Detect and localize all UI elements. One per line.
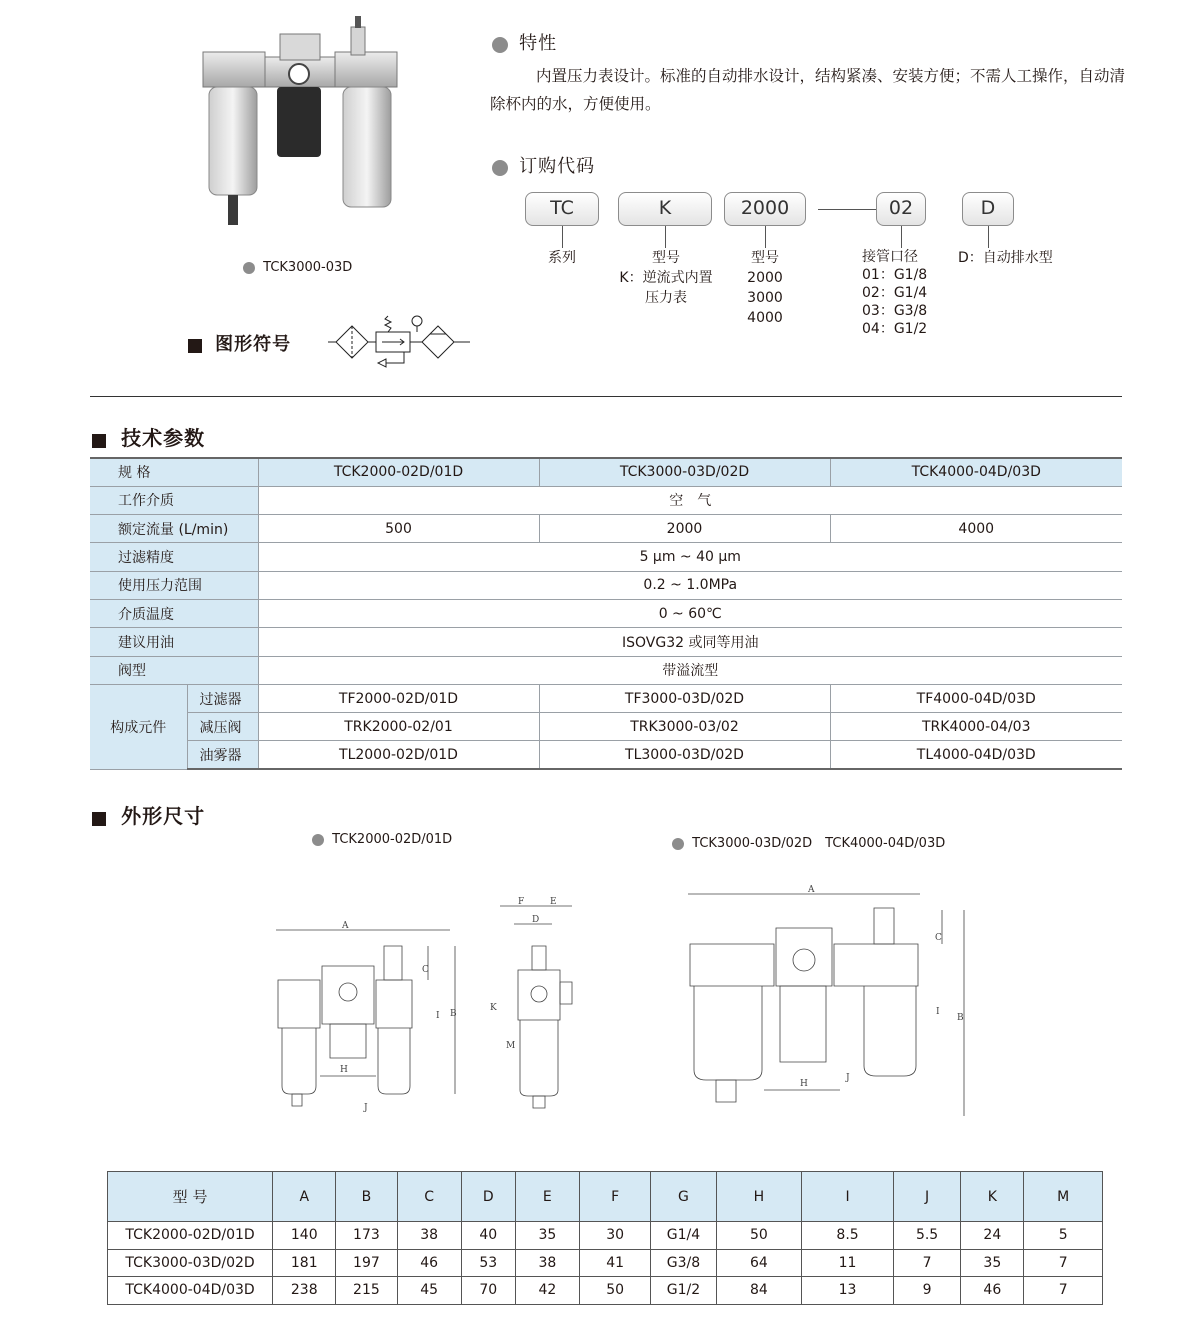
symbol-heading-row [188,330,291,356]
dimension-cell: 35 [961,1249,1024,1277]
dimension-cell: 84 [716,1277,802,1305]
spec-cell: TL3000-03D/02D [539,741,830,769]
header-cell: H [716,1172,802,1222]
table-row [90,515,1122,543]
spec-cell: 2000 [539,515,830,543]
table-row [90,741,1122,769]
code-dash [818,209,876,210]
dim-letter-i: I [436,1011,440,1021]
spec-cell: TF2000-02D/01D [258,684,539,712]
spec-cell: 5 μm ~ 40 μm [258,543,1122,571]
header-cell: D [461,1172,515,1222]
table-row [90,656,1122,684]
table-row [90,458,1122,486]
dimension-cell: 38 [397,1222,461,1250]
code-label-series: 系列 [548,250,576,266]
spec-cell: TCK2000-02D/01D [258,458,539,486]
dim-letter-h-large: H [800,1079,808,1089]
drawing-side-small [488,894,578,1118]
dim-letter-j: J [364,1103,368,1113]
spec-label: 额定流量 (L/min) [90,515,258,543]
dimension-cell: 46 [961,1277,1024,1305]
drawing-right-caption-row [672,832,945,851]
features-heading: 特性 [519,33,558,54]
dim-letter-m: M [506,1041,516,1051]
dimension-cell: 215 [336,1277,397,1305]
product-caption-row [243,260,352,275]
dimension-cell: 30 [579,1222,650,1250]
product-caption: TCK3000-03D [263,260,353,275]
frl-symbol-diagram [326,313,472,379]
connector-line [988,226,989,248]
dimension-cell: 197 [336,1249,397,1277]
dimension-cell: 50 [579,1277,650,1305]
connector-line [562,226,563,248]
spec-cell: 4000 [830,515,1122,543]
tech-spec-table [90,457,1122,770]
spec-cell: 带溢流型 [258,656,1122,684]
dimension-cell: 181 [273,1249,336,1277]
dim-letter-b-large: B [957,1013,964,1023]
code-label-drain: D：自动排水型 [958,250,1053,266]
spec-label: 使用压力范围 [90,571,258,599]
spec-cell: TRK3000-03/02 [539,713,830,741]
spec-cell: TF4000-04D/03D [830,684,1122,712]
table-row [90,684,1122,712]
dimension-cell: 64 [716,1249,802,1277]
dimension-cell: 50 [716,1222,802,1250]
dim-letter-d: D [532,915,540,925]
drawing-front-large [680,880,975,1124]
dim-letter-h: H [340,1065,348,1075]
product-photo [195,12,410,237]
dimension-cell: 7 [1024,1277,1103,1305]
code-box-size: 2000 [724,192,806,226]
spec-cell: 500 [258,515,539,543]
dimension-cell: 140 [273,1222,336,1250]
table-row [90,599,1122,627]
dimension-cell: 70 [461,1277,515,1305]
bullet-icon [243,262,255,274]
drawing-right-caption: TCK3000-03D/02D TCK4000-04D/03D [692,836,946,851]
header-cell: F [579,1172,650,1222]
spec-sublabel: 油雾器 [187,741,258,769]
table-row [90,713,1122,741]
drawing-left-caption-row [312,832,452,847]
spec-cell: TF3000-03D/02D [539,684,830,712]
header-cell: C [397,1172,461,1222]
dim-letter-b: B [450,1009,457,1019]
table-row [90,543,1122,571]
table-row [90,571,1122,599]
spec-cell: ISOVG32 或同等用油 [258,628,1122,656]
header-cell: G [651,1172,716,1222]
dimension-cell: 40 [461,1222,515,1250]
dimension-cell: G3/8 [651,1249,716,1277]
header-cell: A [273,1172,336,1222]
dimension-cell: 8.5 [802,1222,894,1250]
tech-heading: 技术参数 [121,426,206,450]
dimension-cell: 46 [397,1249,461,1277]
table-row [108,1222,1103,1250]
spec-label: 阀型 [90,656,258,684]
drawing-front-small [270,918,465,1122]
dimensions-heading-row [92,800,205,829]
bullet-icon [492,160,508,176]
table-header-row [108,1172,1103,1222]
dimension-cell: 5.5 [893,1222,960,1250]
dim-letter-k: K [490,1003,497,1013]
features-text: 内置压力表设计。标准的自动排水设计，结构紧凑、安装方便；不需人工操作，自动清除杯内的水，方便使用。 [490,67,1126,113]
square-bullet-icon [92,812,106,826]
ordering-heading: 订购代码 [519,156,596,177]
dim-letter-a-large: A [808,885,815,895]
dimension-cell: 24 [961,1222,1024,1250]
dimension-cell: 11 [802,1249,894,1277]
code-label-port: 接管口径 01：G1/8 02：G1/4 03：G3/8 04：G1/2 [862,249,928,337]
dimensions-table [107,1171,1103,1305]
connector-line [665,226,666,248]
spec-cell: TL2000-02D/01D [258,741,539,769]
header-cell: B [336,1172,397,1222]
spec-label: 构成元件 [90,684,187,769]
code-box-series: TC [525,192,599,226]
spec-label: 规 格 [90,458,258,486]
bullet-icon [312,834,324,846]
spec-label: 过滤精度 [90,543,258,571]
table-row [90,628,1122,656]
spec-cell: TRK2000-02/01 [258,713,539,741]
model-cell: TCK4000-04D/03D [108,1277,273,1305]
dimension-cell: 41 [579,1249,650,1277]
connector-line [901,226,902,248]
header-cell: I [802,1172,894,1222]
table-row [108,1277,1103,1305]
dim-letter-c-large: C [935,933,942,943]
dimension-cell: 9 [893,1277,960,1305]
dimension-cell: 5 [1024,1222,1103,1250]
model-cell: TCK2000-02D/01D [108,1222,273,1250]
dimension-cell: 42 [515,1277,579,1305]
table-row [90,486,1122,514]
dim-letter-a: A [342,921,349,931]
dimension-cell: G1/2 [651,1277,716,1305]
dimensions-heading: 外形尺寸 [121,804,206,828]
square-bullet-icon [188,339,202,353]
dimension-cell: G1/4 [651,1222,716,1250]
dimension-cell: 35 [515,1222,579,1250]
spec-label: 工作介质 [90,486,258,514]
code-box-port: 02 [876,192,926,226]
spec-sublabel: 过滤器 [187,684,258,712]
header-cell: J [893,1172,960,1222]
dim-letter-e: E [550,897,557,907]
dim-letter-c: C [422,965,429,975]
section-divider [90,396,1122,397]
dimension-cell: 13 [802,1277,894,1305]
spec-cell: TRK4000-04/03 [830,713,1122,741]
dim-letter-f: F [518,897,525,907]
spec-cell: 0 ~ 60℃ [258,599,1122,627]
header-cell: E [515,1172,579,1222]
dimension-cell: 173 [336,1222,397,1250]
table-row [108,1249,1103,1277]
dimension-cell: 38 [515,1249,579,1277]
spec-sublabel: 减压阀 [187,713,258,741]
bullet-icon [492,37,508,53]
header-cell: 型 号 [108,1172,273,1222]
code-box-drain: D [962,192,1014,226]
tech-heading-row [92,422,205,451]
drawing-left-caption: TCK2000-02D/01D [332,832,453,847]
dimension-cell: 7 [1024,1249,1103,1277]
ordering-heading-row [492,152,595,178]
code-label-type: 型号 K：逆流式内置 压力表 [619,250,713,306]
dim-letter-i-large: I [936,1007,940,1017]
spec-label: 建议用油 [90,628,258,656]
connector-line [765,226,766,248]
spec-cell: 0.2 ~ 1.0MPa [258,571,1122,599]
spec-cell: TCK4000-04D/03D [830,458,1122,486]
spec-cell: 空 气 [258,486,1122,514]
header-cell: K [961,1172,1024,1222]
features-heading-row [492,29,557,55]
code-label-size: 型号 2000 3000 4000 [747,250,783,326]
bullet-icon [672,838,684,850]
dimension-cell: 238 [273,1277,336,1305]
spec-label: 介质温度 [90,599,258,627]
dimension-cell: 45 [397,1277,461,1305]
dim-letter-j-large: J [846,1073,850,1083]
dimension-cell: 7 [893,1249,960,1277]
spec-cell: TL4000-04D/03D [830,741,1122,769]
header-cell: M [1024,1172,1103,1222]
code-box-type: K [618,192,712,226]
square-bullet-icon [92,434,106,448]
model-cell: TCK3000-03D/02D [108,1249,273,1277]
symbol-heading: 图形符号 [215,334,292,355]
dimension-cell: 53 [461,1249,515,1277]
spec-cell: TCK3000-03D/02D [539,458,830,486]
